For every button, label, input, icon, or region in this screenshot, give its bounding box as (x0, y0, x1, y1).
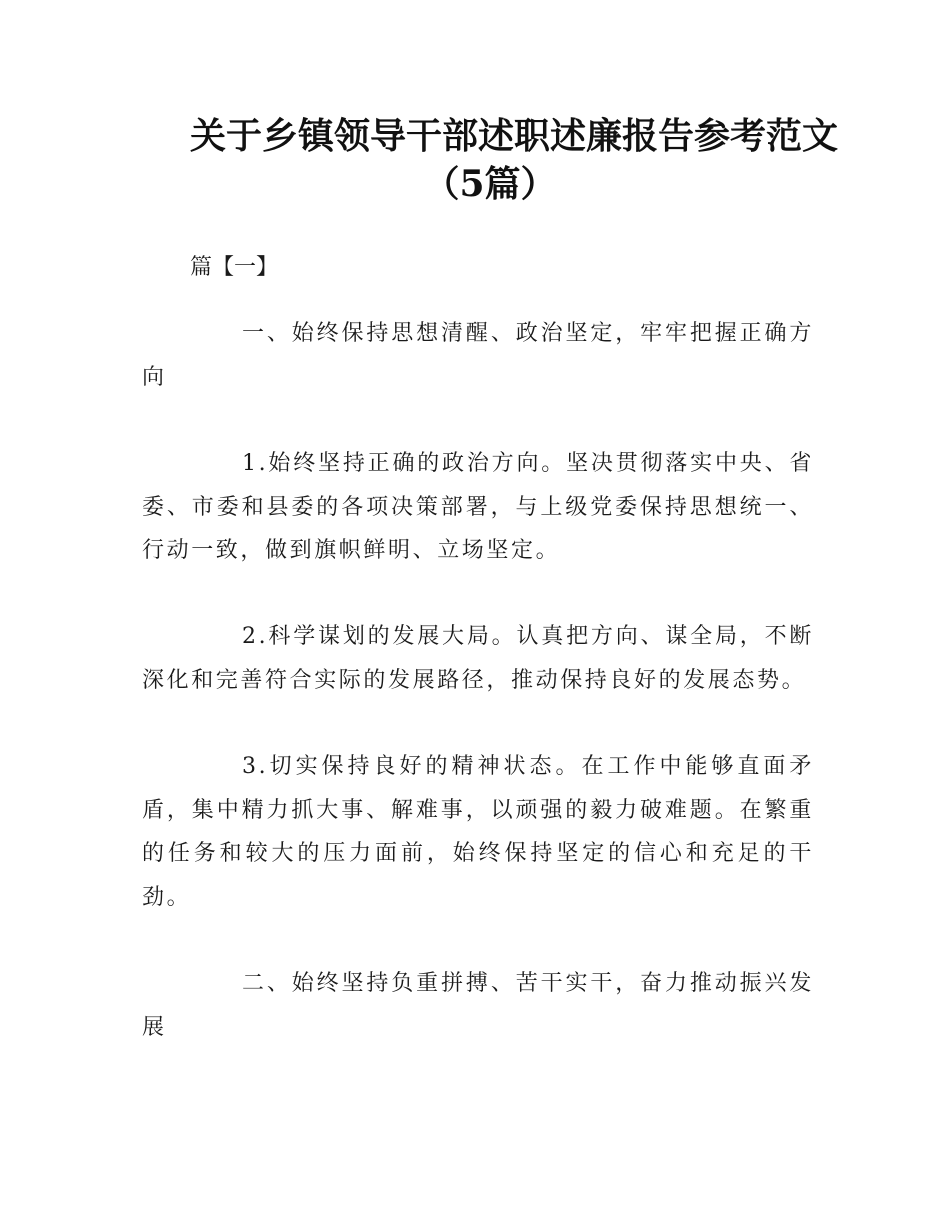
section-label: 篇【一】 (190, 255, 279, 280)
body-paragraph-1: 1.始终坚持正确的政治方向。坚决贯彻落实中央、省委、市委和县委的各项决策部署，与上级党委保持思想统一、行动一致，做到旗帜鲜明、立场坚定。 (142, 451, 814, 563)
title-line-2: （5篇） (423, 163, 557, 205)
body-paragraph-2: 2.科学谋划的发展大局。认真把方向、谋全局，不断深化和完善符合实际的发展路径，推动保持良好的发展态势。 (142, 624, 814, 693)
title-line-1: 关于乡镇领导干部述职述廉报告参考范文 (190, 115, 839, 157)
heading-paragraph-2: 二、始终坚持负重拼搏、苦干实干，奋力推动振兴发展 (142, 971, 814, 1040)
body-paragraph-3: 3.切实保持良好的精神状态。在工作中能够直面矛盾，集中精力抓大事、解难事，以顽强的毅力破难题。在繁重的任务和较大的压力面前，始终保持坚定的信心和充足的干劲。 (142, 754, 814, 910)
heading-paragraph-1: 一、始终保持思想清醒、政治坚定，牢牢把握正确方向 (142, 321, 814, 390)
document-title (150, 112, 839, 208)
